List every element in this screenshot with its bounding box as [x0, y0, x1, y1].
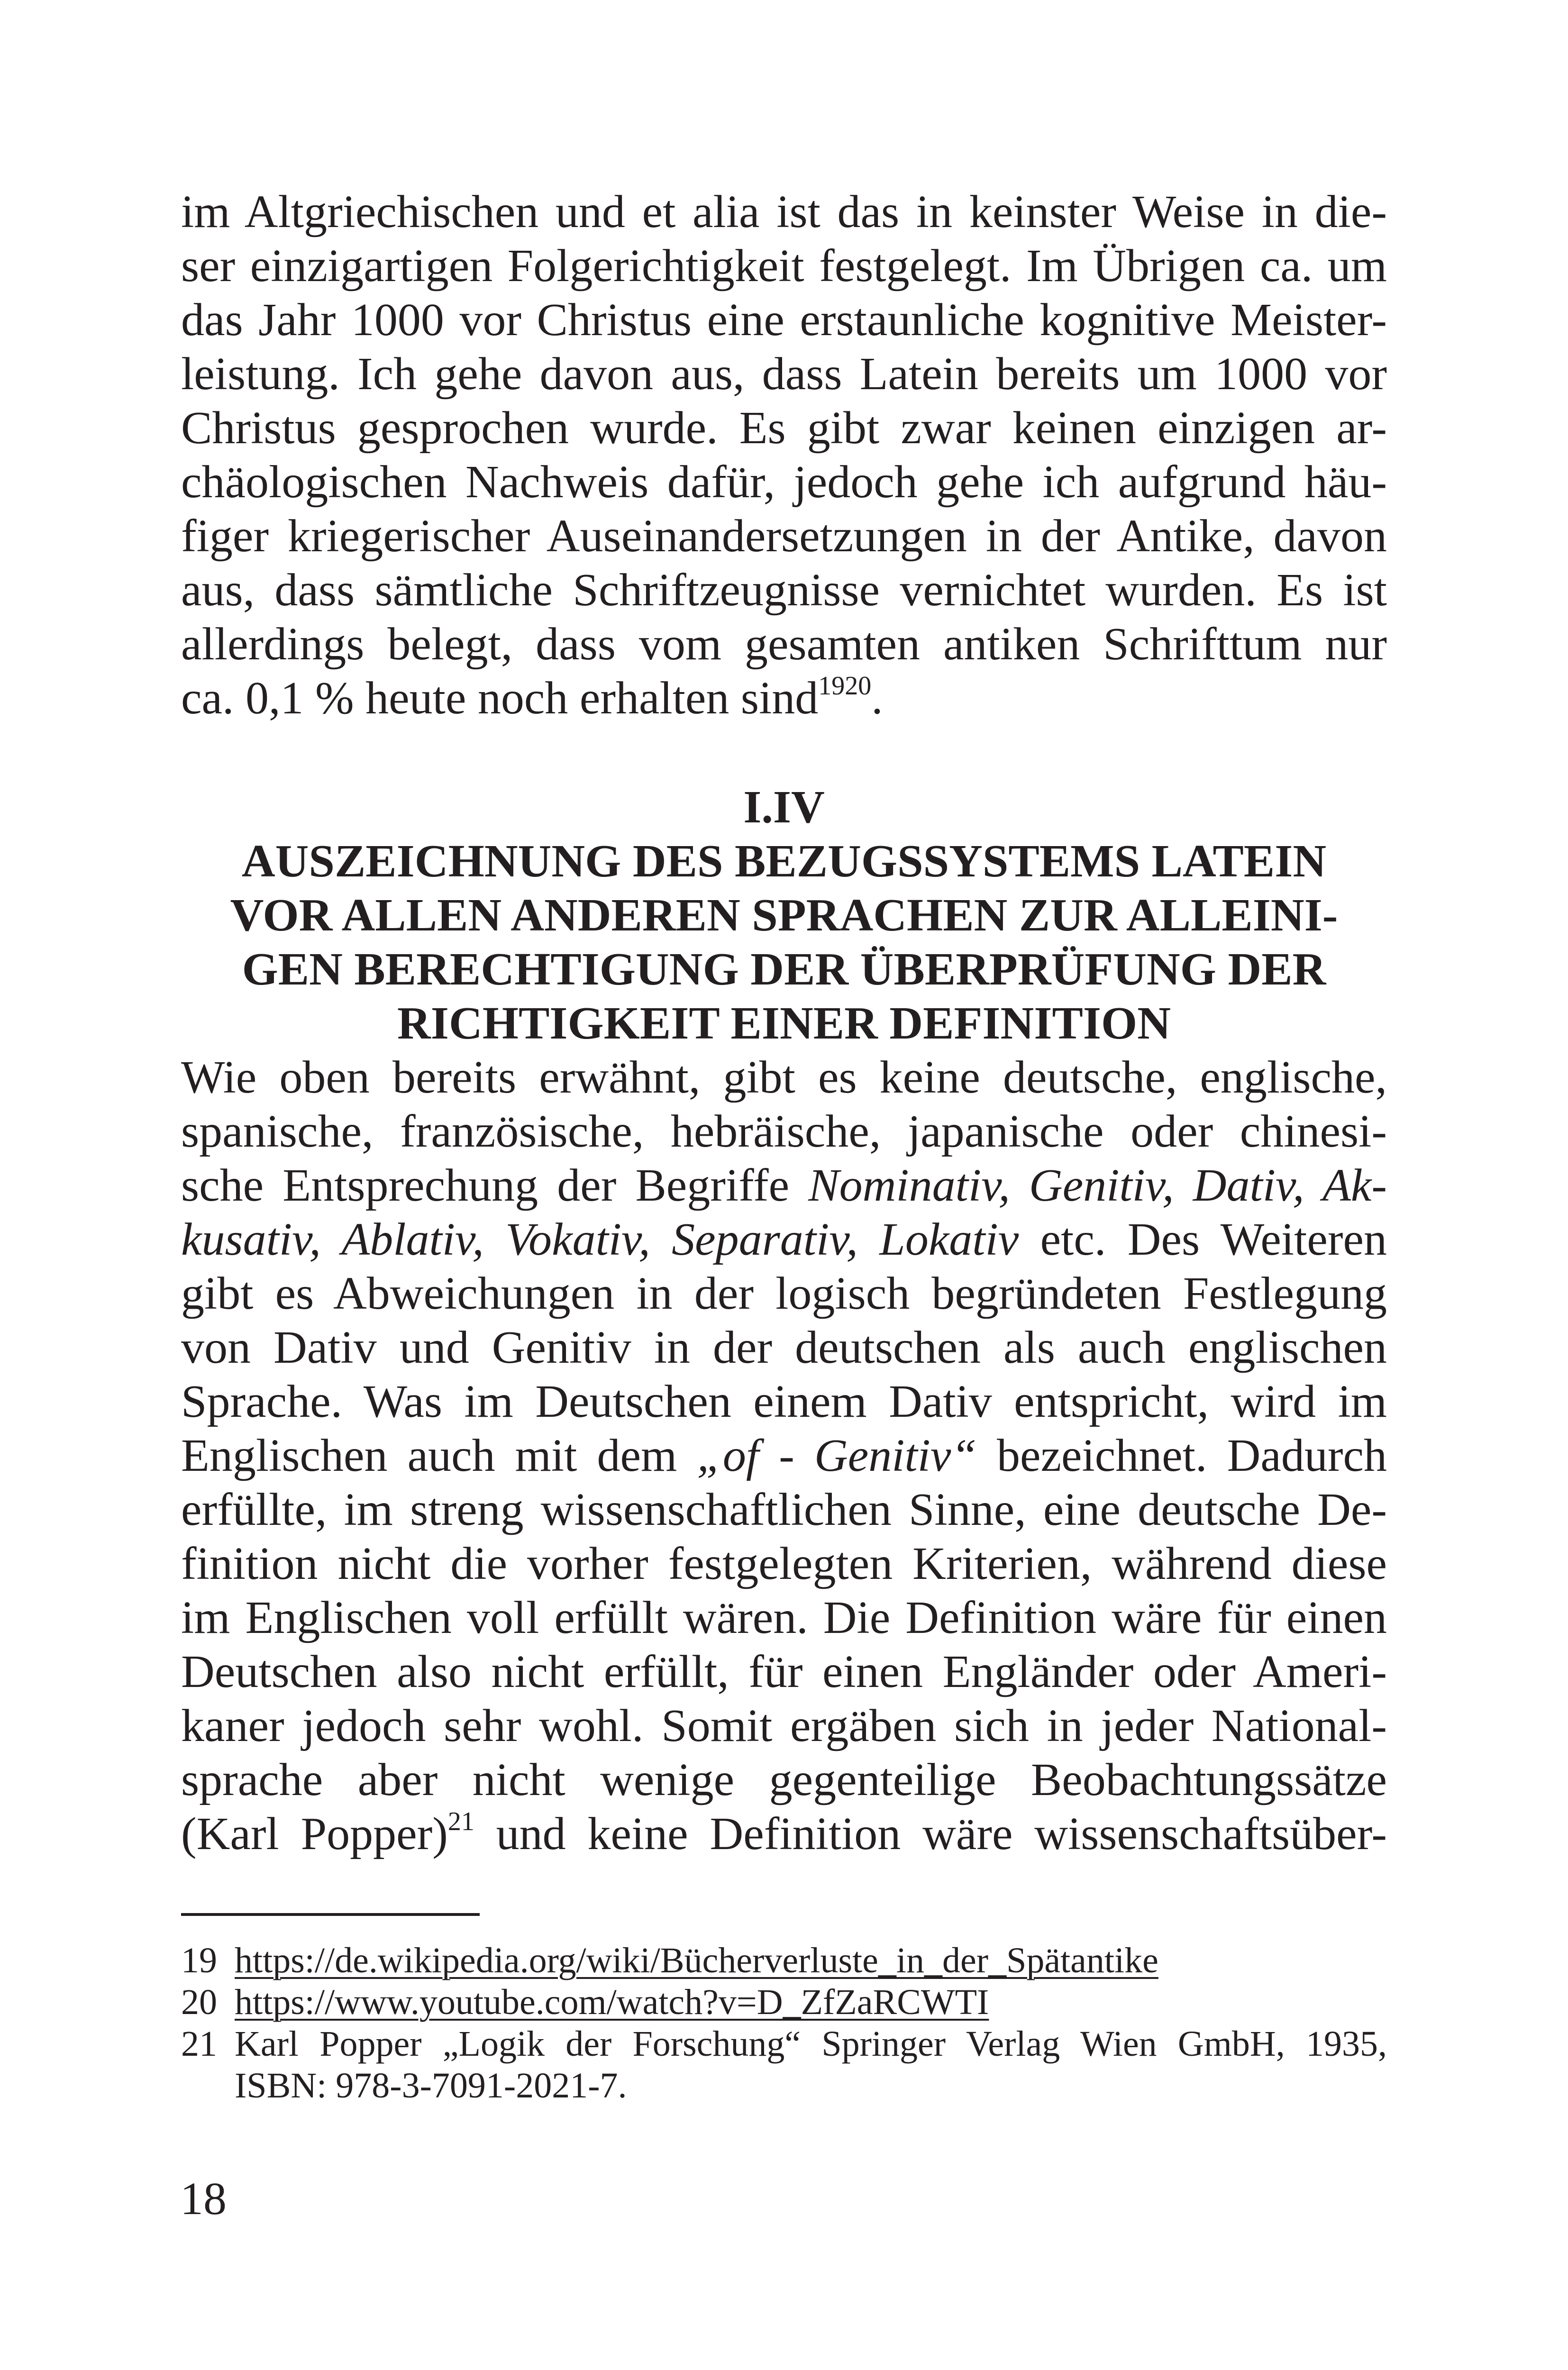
text-line: Wie oben bereits erwähnt, gibt es keine deutsche, englische,: [181, 1052, 1387, 1103]
footnote-text: Karl Popper „Logik der Forschung“ Springer Verlag Wien GmbH, 1935,: [235, 2024, 1387, 2064]
text-line: finition nicht die vorher festgelegten Kriterien, während diese: [181, 1538, 1387, 1589]
text-line: figer kriegerischer Auseinandersetzungen in der Antike, davon: [181, 510, 1387, 562]
text-line: leistung. Ich gehe davon aus, dass Latein bereits um 1000 vor: [181, 348, 1387, 400]
italic-terms: Nominativ, Genitiv, Dativ, Ak-: [808, 1160, 1387, 1211]
text-line: Christus gesprochen wurde. Es gibt zwar keinen einzigen ar-: [181, 402, 1387, 454]
italic-term: „of - Genitiv“: [697, 1430, 977, 1481]
text-line: spanische, französische, hebräische, japanische oder chinesi-: [181, 1106, 1387, 1157]
text-line: kaner jedoch sehr wohl. Somit ergäben sich in jeder National-: [181, 1700, 1387, 1751]
page-number: 18: [180, 2173, 227, 2224]
text-line: aus, dass sämtliche Schriftzeugnisse vernichtet wurden. Es ist: [181, 565, 1387, 616]
section-title-line: RICHTIGKEIT EINER DEFINITION: [397, 998, 1171, 1049]
text-line: allerdings belegt, dass vom gesamten antiken Schrifttum nur: [181, 619, 1387, 670]
section-number: I.IV: [743, 782, 825, 833]
text-line: gibt es Abweichungen in der logisch begründeten Festlegung: [181, 1268, 1387, 1319]
text-fragment: bezeichnet. Dadurch: [976, 1430, 1387, 1481]
text-line: [181, 1807, 1387, 1861]
text-line: ser einzigartigen Folgerichtigkeit festgelegt. Im Übrigen ca. um: [181, 240, 1387, 292]
footnote-ref: 1920: [818, 671, 872, 701]
text-line: im Englischen voll erfüllt wären. Die Definition wäre für einen: [181, 1592, 1387, 1643]
text-fragment: (Karl Popper): [181, 1808, 448, 1860]
text-fragment: sche Entsprechung der Begriffe: [181, 1160, 809, 1211]
footnote-number: 21: [181, 2024, 217, 2064]
text-line: Deutschen also nicht erfüllt, für einen Engländer oder Ameri-: [181, 1646, 1387, 1697]
section-title-line: GEN BERECHTIGUNG DER ÜBERPRÜFUNG DER: [242, 944, 1326, 995]
text-line: erfüllte, im streng wissenschaftlichen Sinne, eine deutsche De-: [181, 1484, 1387, 1535]
footnote-ref: 21: [447, 1807, 474, 1837]
text-line: [181, 1212, 1387, 1267]
text-line-last: [181, 671, 1387, 725]
text-line: chäologischen Nachweis dafür, jedoch gehe ich aufgrund häu-: [181, 456, 1387, 508]
text-fragment: und keine Definition wäre wissenschaftsüber-: [474, 1808, 1387, 1860]
text-fragment: .: [871, 673, 883, 724]
text-line: [181, 1429, 1387, 1483]
section-title-line: VOR ALLEN ANDEREN SPRACHEN ZUR ALLEINI-: [230, 890, 1338, 941]
footnote-text: ISBN: 978-3-7091-2021-7.: [235, 2066, 627, 2106]
text-line: [181, 1158, 1387, 1212]
footnote-number: 20: [181, 1982, 217, 2022]
text-line: sprache aber nicht wenige gegenteilige Beobachtungssätze: [181, 1754, 1387, 1805]
text-fragment: ca. 0,1 % heute noch erhalten sind: [181, 673, 819, 724]
text-line: im Altgriechischen und et alia ist das in keinster Weise in die-: [181, 186, 1387, 237]
text-line: Sprache. Was im Deutschen einem Dativ entspricht, wird im: [181, 1376, 1387, 1427]
italic-terms: kusativ, Ablativ, Vokativ, Separativ, Lokativ: [181, 1214, 1019, 1265]
text-line: das Jahr 1000 vor Christus eine erstaunliche kognitive Meister-: [181, 294, 1387, 346]
text-fragment: Englischen auch mit dem: [181, 1430, 697, 1481]
footnote-link[interactable]: https://www.youtube.com/watch?v=D_ZfZaRCWTI: [235, 1982, 989, 2022]
footnote-number: 19: [181, 1941, 217, 1980]
text-fragment: etc. Des Weiteren: [1019, 1214, 1387, 1265]
footnote-separator: [181, 1913, 480, 1916]
footnote-link[interactable]: https://de.wikipedia.org/wiki/Bücherverluste_in_der_Spätantike: [235, 1941, 1158, 1980]
text-line: von Dativ und Genitiv in der deutschen als auch englischen: [181, 1322, 1387, 1373]
section-title-line: AUSZEICHNUNG DES BEZUGSSYSTEMS LATEIN: [241, 836, 1327, 887]
